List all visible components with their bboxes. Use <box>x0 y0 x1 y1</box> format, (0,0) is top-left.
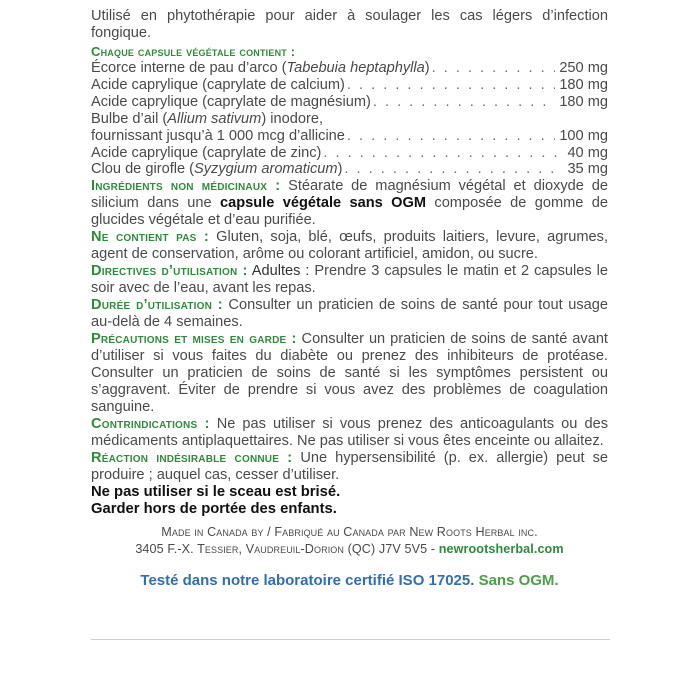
intro-text: Utilisé en phytothérapie pour aider à soulager les cas légers d’infection fongique. <box>91 8 608 41</box>
manufacturer-line: Made in Canada by / Fabriqué au Canada par New Roots Herbal inc. <box>161 525 538 540</box>
website-link[interactable]: newrootsherbal.com <box>438 542 564 557</box>
directions-section: Directives d’utilisation : Adultes : Prendre 3 capsules le matin et 2 capsules le soir avec de l’eau, avant les repas. <box>91 263 608 297</box>
dot-leader <box>347 128 555 145</box>
section-label: Durée d’utilisation : <box>91 297 223 314</box>
dot-leader <box>373 94 555 111</box>
address-line: 3405 F.-X. Tessier, Vaudreuil-Dorion (QC) J7V 5V5 - newrootsherbal.com <box>135 542 564 557</box>
ingredient-amount: 250 mg <box>559 60 608 76</box>
divider <box>91 639 610 640</box>
ingredient-row: Acide caprylique (caprylate de magnésium) . . . 180 mg <box>91 94 608 111</box>
does-not-contain-section: Ne contient pas : Gluten, soja, blé, œufs, produits laitiers, levure, agrumes, agent de conservation, arôme ou colorant artificiel, amidon, ou sucre. <box>91 229 608 263</box>
section-label: Contrindications : <box>91 416 210 433</box>
capsule-header: Chaque capsule végétale contient : <box>91 44 296 59</box>
section-label: Directives d’utilisation : <box>91 263 248 280</box>
dot-leader <box>344 161 563 178</box>
ingredient-row: Acide caprylique (caprylate de zinc) . . . 40 mg <box>91 145 608 162</box>
ingredient-amount: 100 mg <box>559 127 608 144</box>
dot-leader <box>432 60 556 77</box>
dot-leader <box>323 145 563 162</box>
ingredient-amount: 180 mg <box>559 93 608 110</box>
ingredient-amount: 40 mg <box>567 144 608 161</box>
contraindications-section: Contrindications : Ne pas utiliser si vous prenez des anticoagulants ou des médicaments antiplaquettaires. Ne pas utiliser si vous êtes enceinte ou allaitez. <box>91 416 608 450</box>
section-label: Ne contient pas : <box>91 229 209 246</box>
ingredient-row: fournissant jusqu’à 1 000 mcg d’allicine . . . 100 mg <box>91 128 608 145</box>
section-label: Ingrédients non médicinaux : <box>91 178 281 195</box>
ingredient-row: Acide caprylique (caprylate de calcium) . . . 180 mg <box>91 77 608 94</box>
precautions-section: Précautions et mises en garde : Consulter un praticien de soins de santé avant d’utiliser si vous faites du diabète ou prenez des inhibiteurs de protéase. Consulter un praticien de soins de santé si les symptômes persistent ou s’aggravent. Éviter de prendre si vous avez des problèmes de coagulation sanguine. <box>91 331 608 416</box>
section-label: Réaction indésirable connue : <box>91 450 293 467</box>
ingredient-amount: 180 mg <box>559 76 608 93</box>
children-warning: Garder hors de portée des enfants. <box>91 501 337 518</box>
ingredient-row: Écorce interne de pau d’arco (Tabebuia heptaphylla) . . . 250 mg <box>91 60 608 77</box>
dot-leader <box>347 77 555 94</box>
duration-section: Durée d’utilisation : Consulter un praticien de soins de santé pour tout usage au-delà de 4 semaines. <box>91 297 608 331</box>
ingredient-row: Bulbe d’ail (Allium sativum) inodore, <box>91 110 323 127</box>
ingredient-amount: 35 mg <box>567 161 608 178</box>
ingredient-row: Clou de girofle (Syzygium aromaticum) . . . 35 mg <box>91 161 608 178</box>
non-medicinal-section: Ingrédients non médicinaux : Stéarate de magnésium végétal et dioxyde de silicium dans une capsule végétale sans OGM composée de gomme de glucides végétale et d’eau purifiée. <box>91 178 609 229</box>
ingredient-list <box>91 60 608 178</box>
certification-line: Testé dans notre laboratoire certifié ISO 17025. Sans OGM. <box>140 572 559 590</box>
seal-warning: Ne pas utiliser si le sceau est brisé. <box>91 484 341 501</box>
adverse-reaction-section: Réaction indésirable connue : Une hypersensibilité (p. ex. allergie) peut se produire ; auquel cas, cesser d’utiliser. <box>91 450 608 484</box>
section-label: Précautions et mises en garde : <box>91 331 297 348</box>
